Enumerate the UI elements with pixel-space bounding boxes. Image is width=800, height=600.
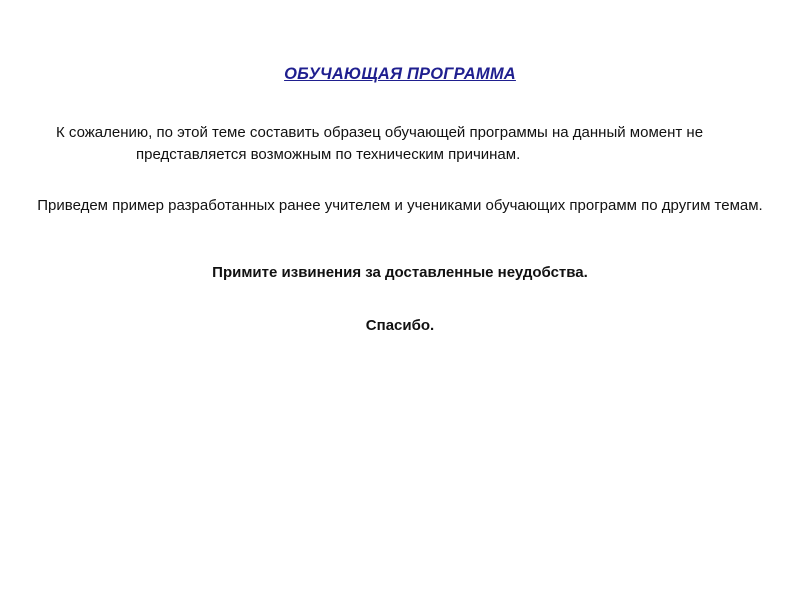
thanks-note: Спасибо. [365,317,435,334]
apology-paragraph: К сожалению, по этой теме составить образец обучающей программы на данный момент не представляется возможным по техническим причинам. [56,124,704,163]
apology-note: Примите извинения за доставленные неудобства. [212,264,588,281]
page-title: ОБУЧАЮЩАЯ ПРОГРАММА [284,65,516,83]
example-paragraph: Приведем пример разработанных ранее учителем и учениками обучающих программ по другим темам. [37,197,763,214]
